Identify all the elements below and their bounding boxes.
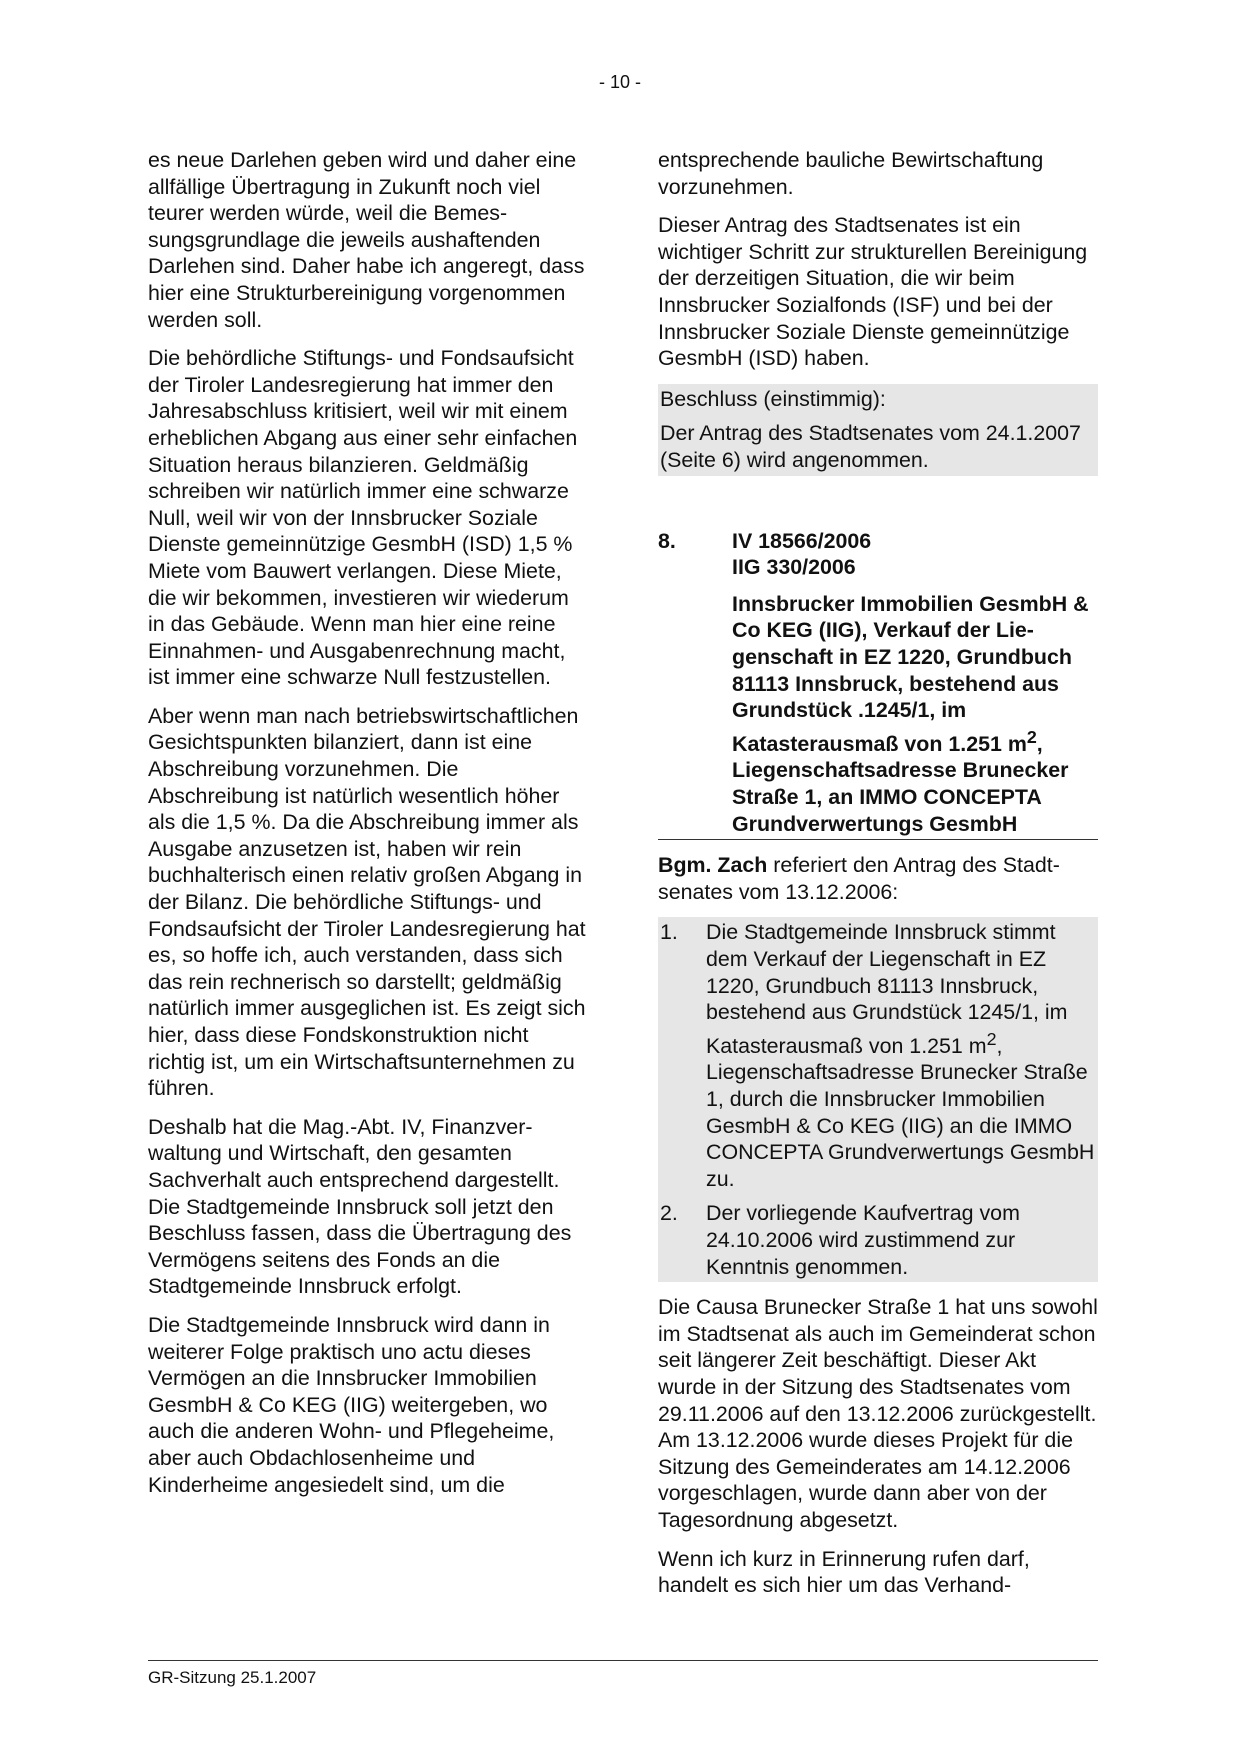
paragraph: Wenn ich kurz in Erinnerung rufen darf, handelt es sich hier um das Verhand- [658, 1546, 1030, 1598]
resolution-text: Der Antrag des Stadtsenates vom 24.1.2007 (Seite 6) wird angenommen. [660, 421, 1081, 472]
agenda-item-references [732, 528, 871, 581]
paragraph: entsprechende bauliche Bewirtschaftung vorzunehmen. [658, 148, 1044, 199]
motion-item-number: 2. [660, 1201, 678, 1226]
paragraph: Deshalb hat die Mag.-Abt. IV, Finanzverwaltung und Wirtschaft, den gesamten Sachverhalt auch entsprechend dargestellt. Die Stadtgemeinde Innsbruck soll jetzt den Beschluss fassen, dass die Übertragung des Vermögens seitens des Fonds an die Stadtgemeinde Innsbruck erfolgt. [148, 1114, 572, 1299]
agenda-item-title: Innsbrucker Immobilien GesmbH & Co KEG (IIG), Verkauf der Liegenschaft in EZ 1220, Grundbuch 81113 Innsbruck, bestehend aus Grundstück .1245/1, im Katasterausmaß von 1.251 $m^2$, Liegenschaftsadresse Brunecker Straße 1, an IMMO CONCEPTA Grundverwertungs GesmbH [732, 591, 1089, 836]
footer-text: GR-Sitzung 25.1.2007 [148, 1668, 317, 1687]
section-divider [658, 839, 1098, 840]
page-number: - 10 - [598, 72, 641, 92]
agenda-item-ref: IIG 330/2006 [732, 555, 856, 580]
motion-item [660, 1200, 1098, 1280]
speaker-paragraph: Bgm. Zach referiert den Antrag des Stadtsenates vom 13.12.2006: [658, 853, 1060, 904]
agenda-item [658, 528, 1098, 840]
paragraph: Aber wenn man nach betriebswirtschaftlichen Gesichtspunkten bilanziert, dann ist eine Abschreibung vorzunehmen. Die Abschreibung ist natürlich wesentlich höher als die 1,5 %. Da die Abschreibung immer als Ausgabe anzusetzen ist, haben wir rein buchhalterisch einen relativ großen Abgang in der Bilanz. Die behördliche Stiftungs- und Fondsaufsicht der Tiroler Landesregierung hat es, so hoffe ich, auch verstanden, dass sich das rein rechnerisch so darstellt; geldmäßig natürlich immer ausgeglichen ist. Es zeigt sich hier, dass diese Fondskonstruktion nicht richtig ist, um ein Wirtschaftsunternehmen zu führen. [148, 703, 586, 1101]
paragraph: Die Stadtgemeinde Innsbruck wird dann in weiterer Folge praktisch uno actu dieses Vermögen an die Innsbrucker Immobilien GesmbH & Co KEG (IIG) weitergeben, wo auch die anderen Wohn- und Pflegeheime, aber auch Obdachlosenheime und Kinderheime angesiedelt sind, um die [148, 1312, 555, 1497]
motion-item-text: Die Stadtgemeinde Innsbruck stimmt dem Verkauf der Liegenschaft in EZ 1220, Grundbuch 81113 Innsbruck, bestehend aus Grundstück 1245/1, im Katasterausmaß von 1.251 $m^2$, Liegenschaftsadresse Brunecker Straße 1, durch die Innsbrucker Immobilien GesmbH & Co KEG (IIG) an die IMMO CONCEPTA Grundverwertungs GesmbH zu. [706, 920, 1095, 1191]
paragraph: es neue Darlehen geben wird und daher eine allfällige Übertragung in Zukunft noch viel teurer werden würde, weil die Bemessungsgrundlage die jeweils aushaftenden Darlehen sind. Daher habe ich angeregt, dass hier eine Strukturbereinigung vorgenommen werden soll. [148, 148, 585, 332]
paragraph: Die Causa Brunecker Straße 1 hat uns sowohl im Stadtsenat als auch im Gemeinderat schon seit längerer Zeit beschäftigt. Dieser Akt wurde in der Sitzung des Stadtsenates vom 29.11.2006 auf den 13.12.2006 zurückgestellt. Am 13.12.2006 wurde dieses Projekt für die Sitzung des Gemeinderates am 14.12.2006 vorgeschlagen, wurde dann aber von der Tagesordnung abgesetzt. [658, 1295, 1098, 1532]
motion-item-text: Der vorliegende Kaufvertrag vom 24.10.2006 wird zustimmend zur Kenntnis genommen. [706, 1201, 1020, 1279]
right-column [658, 147, 1098, 1611]
left-column [148, 147, 588, 1510]
paragraph: Dieser Antrag des Stadtsenates ist ein wichtiger Schritt zur strukturellen Bereinigung der derzeitigen Situation, die wir beim Innsbrucker Sozialfonds (ISF) und bei der Innsbrucker Soziale Dienste gemeinnützige GesmbH (ISD) haben. [658, 213, 1088, 371]
paragraph: Die behördliche Stiftungs- und Fondsaufsicht der Tiroler Landesregierung hat immer den Jahresabschluss kritisiert, weil wir mit einem erheblichen Abgang aus einer sehr einfachen Situation heraus bilanzieren. Geldmäßig schreiben wir natürlich immer eine schwarze Null, weil wir von der Innsbrucker Soziale Dienste gemeinnützige GesmbH (ISD) 1,5 % Miete vom Bauwert verlangen. Diese Miete, die wir bekommen, investieren wir wiederum in das Gebäude. Wenn man hier eine reine Einnahmen- und Ausgabenrechnung macht, ist immer eine schwarze Null festzustellen. [148, 346, 578, 690]
footer-divider [148, 1660, 1098, 1661]
resolution-box [658, 384, 1098, 476]
resolution-label: Beschluss (einstimmig): [660, 386, 886, 411]
agenda-item-number: 8. [658, 528, 676, 553]
agenda-item-ref: IV 18566/2006 [732, 528, 872, 553]
motion-item [660, 919, 1098, 1192]
motion-list [658, 917, 1098, 1282]
motion-item-number: 1. [660, 920, 678, 945]
speaker-name: Bgm. Zach [658, 853, 768, 878]
